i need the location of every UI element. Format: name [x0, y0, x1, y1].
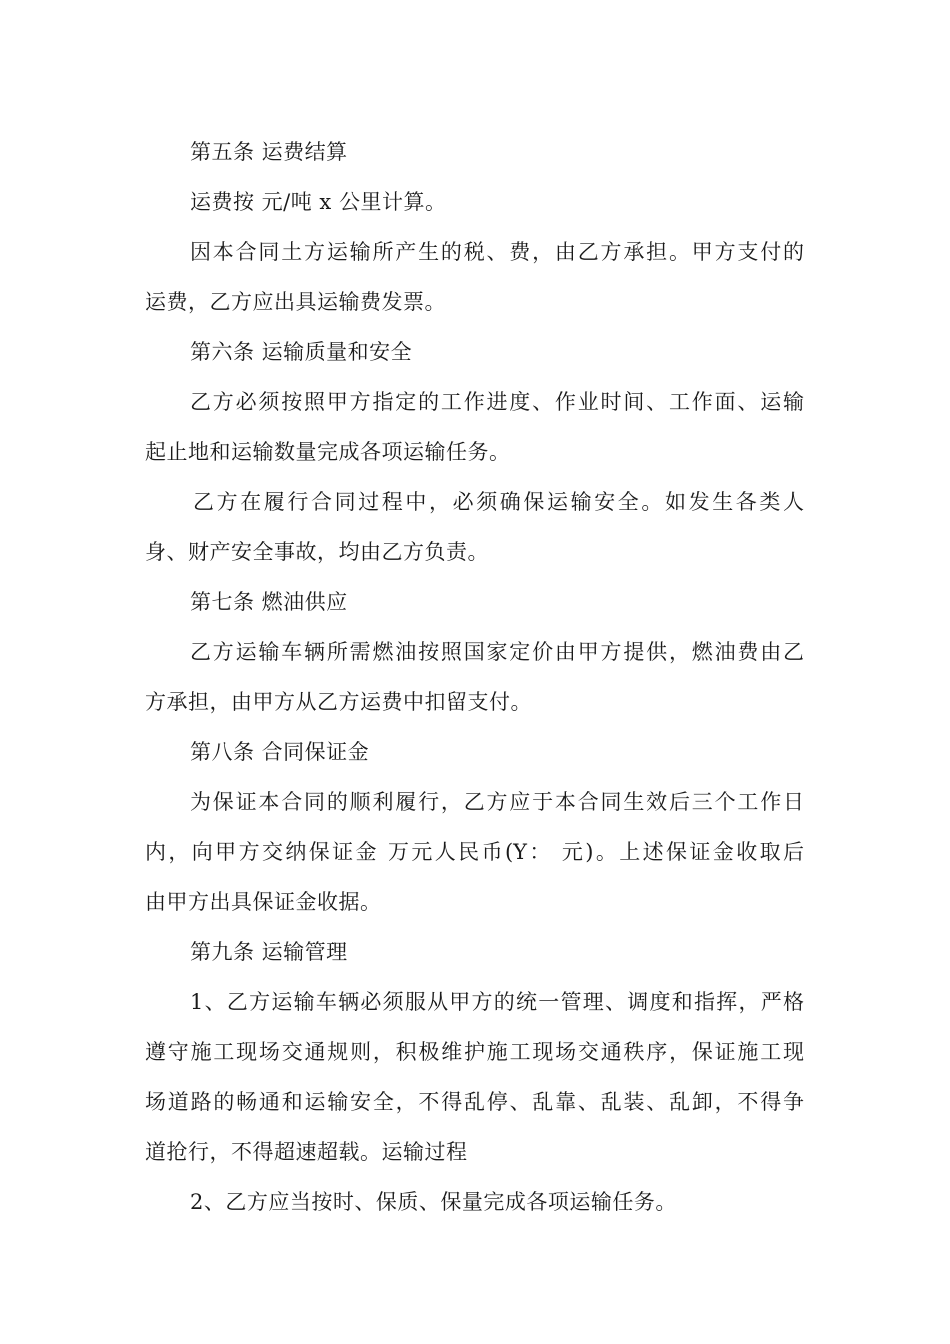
paragraph-line: 道抢行，不得超速超载。运输过程 — [145, 1140, 468, 1164]
paragraph-line: 因本合同土方运输所产生的税、费，由乙方承担。甲方支付的 — [190, 240, 804, 264]
paragraph-line: 运费，乙方应出具运输费发票。 — [145, 290, 446, 314]
article-9-heading: 第九条 运输管理 — [190, 940, 348, 964]
paragraph-line: 乙方运输车辆所需燃油按照国家定价由甲方提供，燃油费由乙 — [190, 640, 804, 664]
paragraph-line: 起止地和运输数量完成各项运输任务。 — [145, 440, 511, 464]
paragraph-line: 2、乙方应当按时、保质、保量完成各项运输任务。 — [190, 1190, 677, 1214]
paragraph-line: 运费按 元/吨 x 公里计算。 — [190, 190, 447, 214]
paragraph-line: 1、乙方运输车辆必须服从甲方的统一管理、调度和指挥，严格 — [190, 990, 804, 1014]
paragraph-line: 为保证本合同的顺利履行，乙方应于本合同生效后三个工作日 — [190, 790, 804, 814]
article-5-heading: 第五条 运费结算 — [190, 140, 348, 164]
article-8-heading: 第八条 合同保证金 — [190, 740, 370, 764]
paragraph-line: 方承担，由甲方从乙方运费中扣留支付。 — [145, 690, 532, 714]
paragraph-line: 乙方在履行合同过程中，必须确保运输安全。如发生各类人 — [193, 490, 804, 514]
paragraph-line: 内，向甲方交纳保证金 万元人民币(Y： 元)。上述保证金收取后 — [145, 840, 804, 864]
paragraph-line: 身、财产安全事故，均由乙方负责。 — [145, 540, 489, 564]
article-6-heading: 第六条 运输质量和安全 — [190, 340, 413, 364]
paragraph-line: 乙方必须按照甲方指定的工作进度、作业时间、工作面、运输 — [190, 390, 804, 414]
article-7-heading: 第七条 燃油供应 — [190, 590, 348, 614]
paragraph-line: 场道路的畅通和运输安全，不得乱停、乱靠、乱装、乱卸，不得争 — [145, 1090, 804, 1114]
paragraph-line: 由甲方出具保证金收据。 — [145, 890, 382, 914]
paragraph-line: 遵守施工现场交通规则，积极维护施工现场交通秩序，保证施工现 — [145, 1040, 804, 1064]
